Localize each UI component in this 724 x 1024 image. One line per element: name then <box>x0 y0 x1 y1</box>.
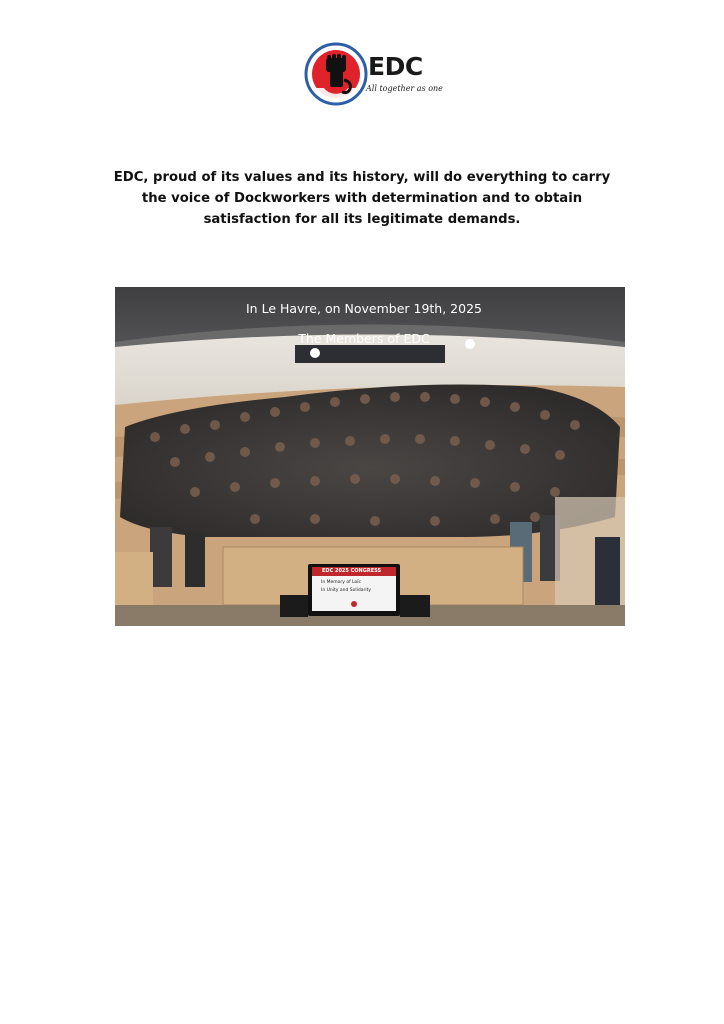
screen-line-2: In Unity and Solidarity <box>321 588 372 593</box>
screen-title: EDC 2025 CONGRESS <box>322 568 382 574</box>
screen-line-1: In Memory of Loïc <box>321 580 362 585</box>
edc-emblem-icon <box>304 42 368 106</box>
congress-group-photo <box>115 287 625 626</box>
photo-caption-members: The Members of EDC <box>298 331 430 346</box>
edc-logo <box>304 42 443 106</box>
logo-tagline: All together as one <box>366 84 443 93</box>
statement-paragraph: EDC, proud of its values and its history, will do everything to carry the voice of Dockworkers with determination and to obtain satisfaction for all its legitimate demands. <box>113 170 611 227</box>
photo-caption-date: In Le Havre, on November 19th, 2025 <box>246 301 482 316</box>
logo-wordmark: EDC <box>368 52 423 81</box>
